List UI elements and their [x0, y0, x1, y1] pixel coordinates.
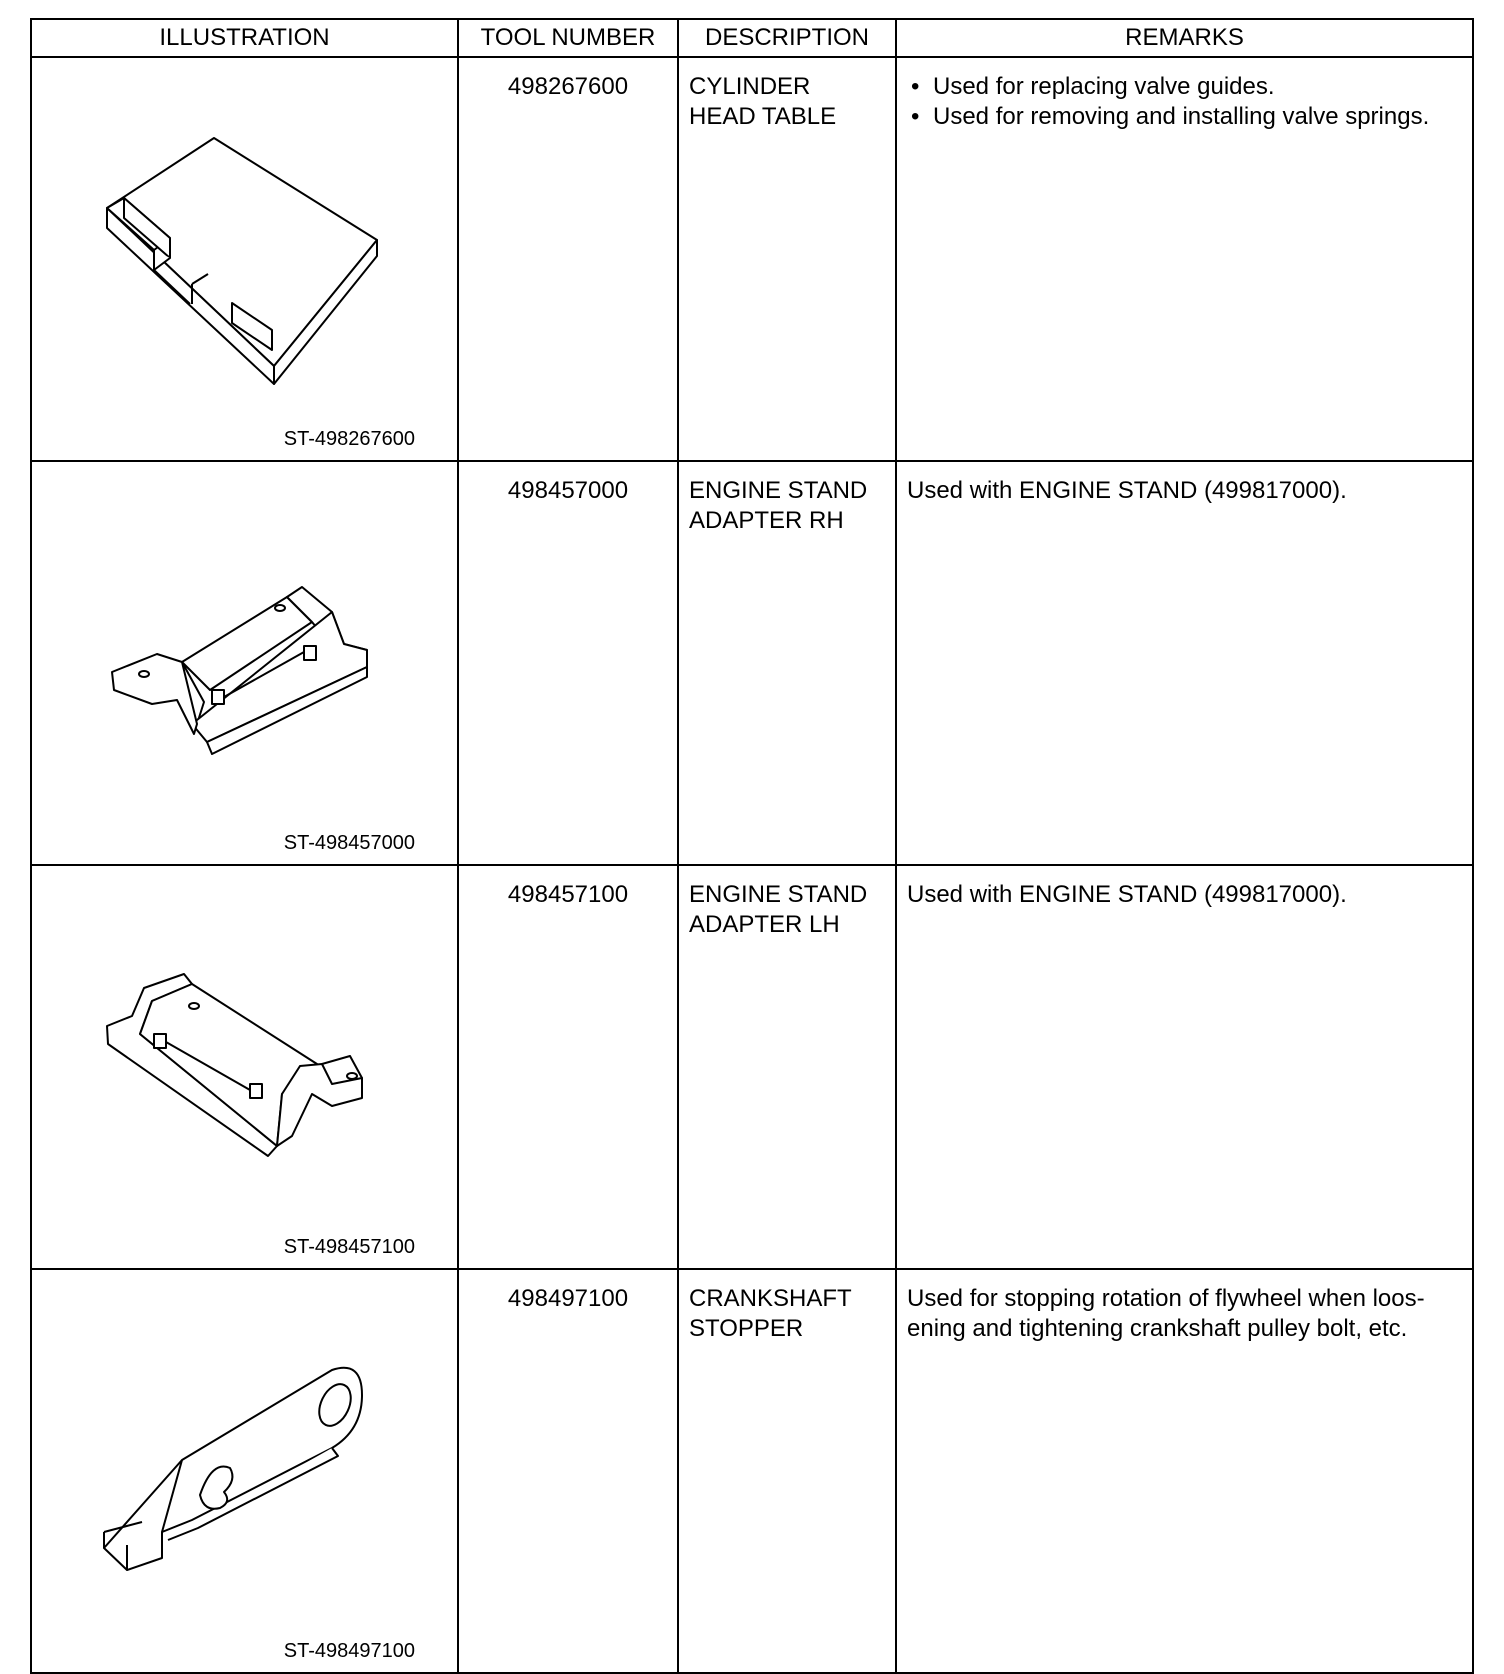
header-illustration: ILLUSTRATION: [31, 19, 458, 57]
illustration-cell: [31, 57, 458, 461]
illustration-cell: [31, 1269, 458, 1673]
description-line: STOPPER: [689, 1315, 804, 1342]
illustration-cell: [31, 461, 458, 865]
description-cell: [678, 57, 896, 461]
table-row: [31, 865, 1473, 1269]
illustration-caption: ST-498267600: [283, 428, 415, 450]
illustration-cell: [31, 865, 458, 1269]
cylinder-head-table-drawing: [32, 58, 459, 446]
engine-stand-adapter-rh-drawing: [32, 462, 459, 850]
table-row: [31, 1269, 1473, 1673]
remarks-cell: [896, 57, 1473, 461]
table-row: [31, 57, 1473, 461]
header-description: DESCRIPTION: [678, 19, 896, 57]
illustration-caption: ST-498497100: [283, 1640, 415, 1662]
table-row: [31, 461, 1473, 865]
description-line: ENGINE STAND: [689, 477, 868, 504]
remarks-cell: [896, 1269, 1473, 1673]
tool-number-cell: 498457000: [458, 461, 678, 865]
tool-number-cell: 498457100: [458, 865, 678, 1269]
header-tool-number: TOOL NUMBER: [458, 19, 678, 57]
description-line: ADAPTER LH: [689, 911, 840, 938]
tool-number-cell: 498497100: [458, 1269, 678, 1673]
remark-item: • Used for removing and installing valve springs.: [921, 102, 1462, 132]
description-cell: [678, 865, 896, 1269]
remarks-cell: Used with ENGINE STAND (499817000).: [896, 865, 1473, 1269]
remarks-cell: Used with ENGINE STAND (499817000).: [896, 461, 1473, 865]
special-tools-table: [30, 18, 1474, 1674]
description-line: ADAPTER RH: [689, 507, 844, 534]
description-line: ENGINE STAND: [689, 881, 868, 908]
illustration-caption: ST-498457100: [283, 1236, 415, 1258]
remark-line: ening and tightening crankshaft pulley bolt, etc.: [907, 1315, 1408, 1342]
illustration-caption: ST-498457000: [283, 832, 415, 854]
description-cell: [678, 1269, 896, 1673]
description-cell: [678, 461, 896, 865]
engine-stand-adapter-lh-drawing: [32, 866, 459, 1254]
description-line: HEAD TABLE: [689, 103, 837, 130]
remark-item: • Used for replacing valve guides.: [921, 72, 1462, 102]
crankshaft-stopper-drawing: [32, 1270, 459, 1658]
description-line: CYLINDER: [689, 73, 811, 100]
remark-line: Used for stopping rotation of flywheel when loos-: [907, 1285, 1425, 1312]
description-line: CRANKSHAFT: [689, 1285, 852, 1312]
header-remarks: REMARKS: [896, 19, 1473, 57]
tool-number-cell: 498267600: [458, 57, 678, 461]
header-row: [31, 19, 1473, 57]
